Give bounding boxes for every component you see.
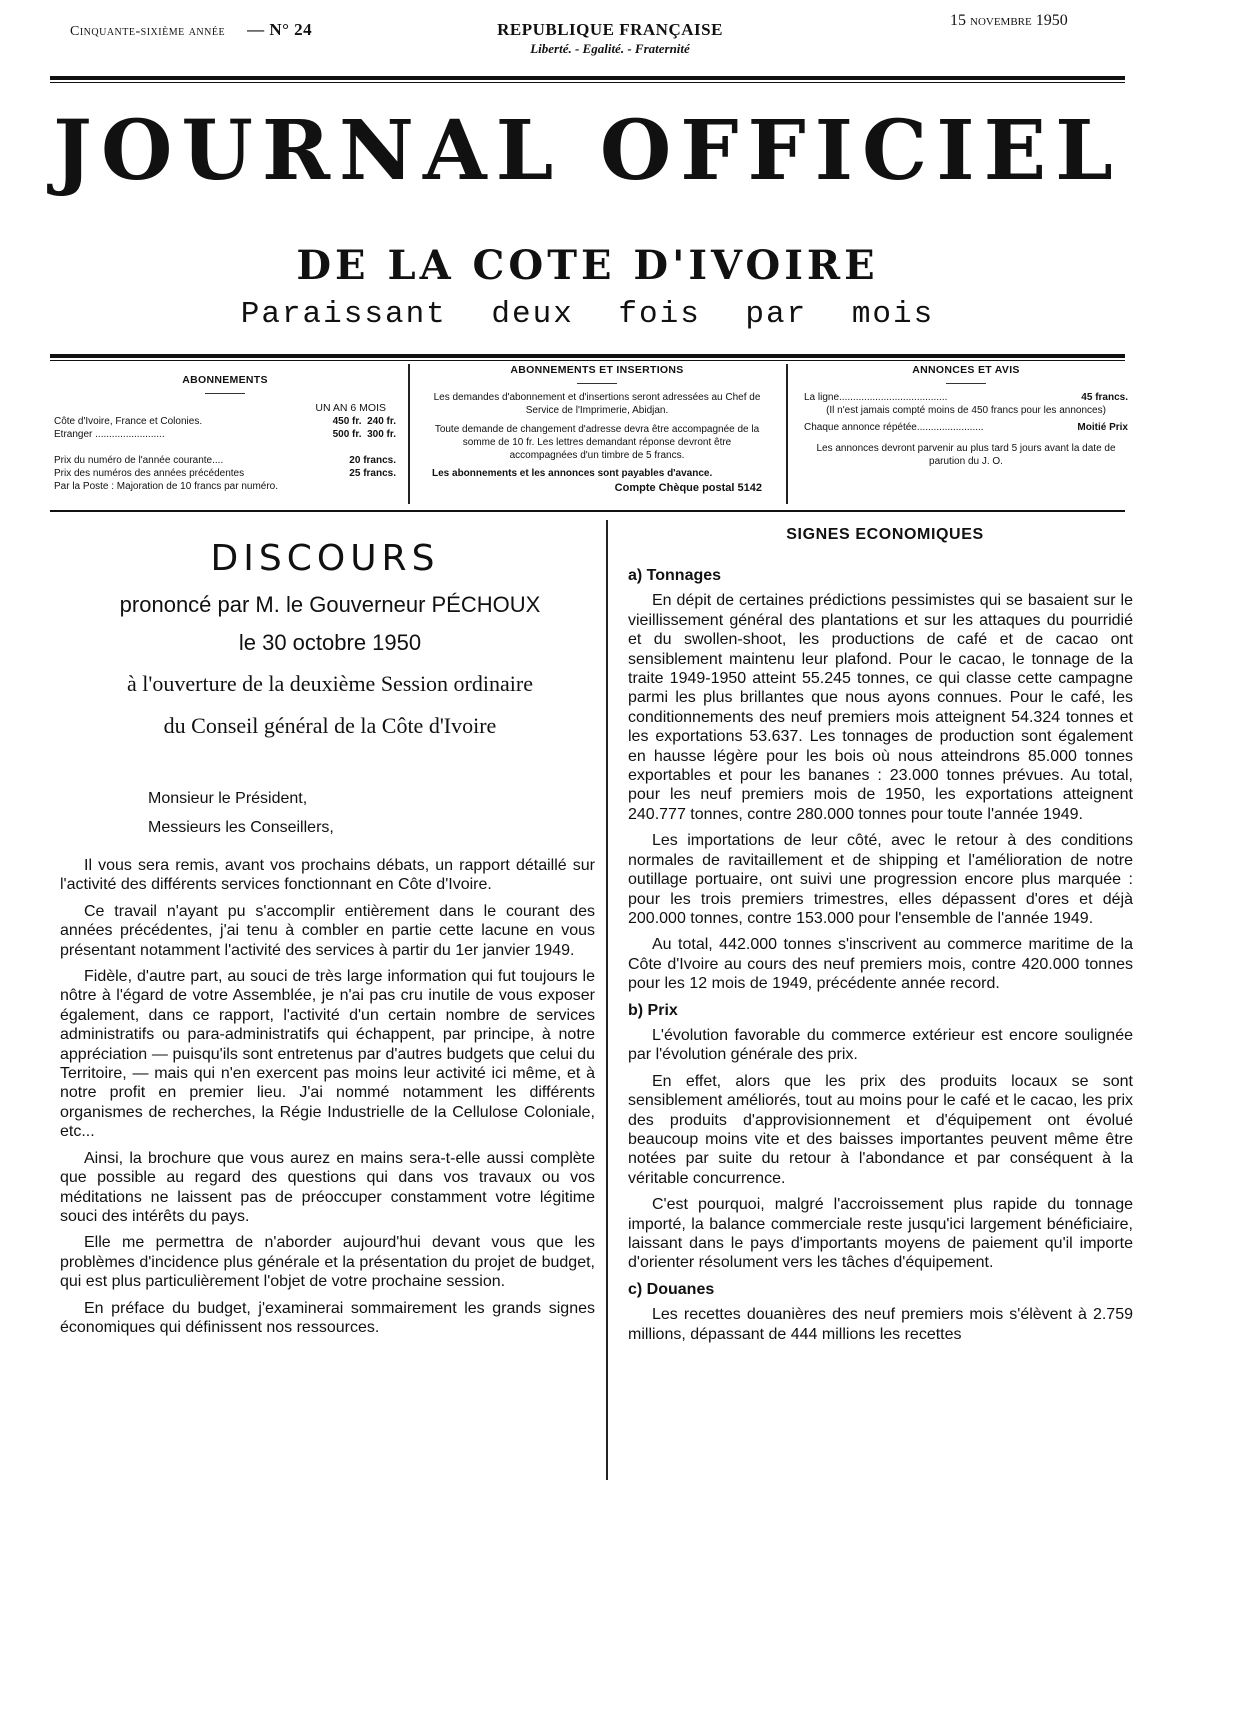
price-label: Par la Poste : Majoration de 10 francs par numéro. [54,481,279,493]
abonnement-row [54,416,396,429]
row-label: Etranger ......................... [54,428,165,440]
annonces-box [804,364,1128,468]
body-paragraph: Au total, 442.000 tonnes s'inscrivent au commerce maritime de la Côte d'Ivoire au cours des neuf premiers mois, contre 420.000 tonnes pour les 12 mois de 1949, précédente année record. [628,936,1133,993]
body-paragraph: Les recettes douanières des neuf premiers mois s'élèvent à 2.759 millions, dépassant de 444 millions les recettes [628,1306,1133,1343]
issue-date: 15 novembre 1950 [950,12,1068,29]
body-paragraph: En dépit de certaines prédictions pessimistes qui se basaient sur le vieillissement général des plantations et sur les attaques du pourridié et du swollen-shoot, les productions de café et de cacao ont sensiblement maintenu leur plafond. Pour le cacao, le tonnage de la traite 1949-1950 atteint 55.245 tonnes, ce qui classe cette campagne parmi les plus brillantes que nous ayons connues. Pour le café, les conditionnements des neuf premiers mois atteignent 54.324 tonnes et les exportations 53.637. Les tonnages de production sont également en hausse légère pour les bois où nous atteindrons 85.000 tonnes exportables et pour les bananes : 23.000 tonnes prévues. Au total, pour les neuf premiers mois de 1950, les exportations atteignent 240.777 tonnes, contre 280.000 tonnes pour toute l'année 1949. [628,592,1133,823]
salutation-conseillers: Messieurs les Conseillers, [148,819,334,836]
discours-line3: à l'ouverture de la deuxième Session ordinaire [127,671,533,696]
body-paragraph: Les importations de leur côté, avec le retour à des conditions normales de ravitaillement et de shipping et l'amélioration de notre outillage portuaire, ont suivi une progression encore plus marquée : pour les trois premiers trimestres, elles dépassent d'ores et déjà 200.000 tonnes, contre 153.000 pour l'ensemble de l'année 1949. [628,832,1133,927]
annonces-heading: ANNONCES ET AVIS [912,364,1020,376]
price-value: 25 francs. [349,468,396,480]
section-heading-prix: b) Prix [628,1001,678,1019]
insertions-para2: Toute demande de changement d'adresse devra être accompagnée de la somme de 10 fr. Les lettres demandant réponse devront être accompagnées d'un timbre de 5 francs. [434,424,760,461]
year-line [70,20,312,40]
box-bottom-rule [50,510,1125,512]
republic-label: REPUBLIQUE FRANÇAISE [497,20,723,39]
price-label: Prix du numéro de l'année courante.... [54,455,224,467]
discours-line4: du Conseil général de la Côte d'Ivoire [163,713,497,738]
price-row [54,455,396,468]
body-paragraph: Elle me permettra de n'aborder aujourd'hui devant vous que les problèmes d'incidence plus générale et la présentation du projet de budget, qui est plus particulièrement l'objet de votre prochaine session. [60,1234,595,1291]
repeat-label: Chaque annonce répétée........................ [804,422,984,434]
body-paragraph: Ainsi, la brochure que vous aurez en mains sera-t-elle aussi complète que possible au regard des questions qui dans vos travaux ou vos méditations ne laissent pas de préoccuper constamment votre légitime souci des intérêts du pays. [60,1149,595,1225]
abonnements-heading: ABONNEMENTS [182,374,268,386]
republic-header [440,20,780,57]
heading-dash [205,393,245,394]
row-half: 300 fr. [367,428,396,440]
price-value: 20 francs. [349,455,396,467]
journal-tagline: Paraissant deux fois par mois [240,297,935,332]
box-top-rule-thin [50,360,1125,361]
section-heading-tonnages: a) Tonnages [628,567,722,584]
discours-body [60,856,595,1344]
abonnements-col-headers: UN AN 6 MOIS [315,402,386,415]
journal-subtitle: DE LA COTE D'IVOIRE [296,242,879,289]
box-top-rule [50,354,1125,358]
insertions-para1: Les demandes d'abonnement et d'insertions seront adressées au Chef de Service de l'Imprimerie, Abidjan. [433,392,761,417]
year-text: Cinquante-sixième année [70,24,226,39]
row-year: 450 fr. [332,415,362,427]
price-row [54,468,396,481]
line-price: 45 francs. [1081,392,1128,404]
journal-title: JOURNAL OFFICIEL [53,103,1122,199]
motto: Liberté. - Egalité. - Fraternité [530,41,690,56]
insertions-box [432,364,762,495]
postal-account: Compte Chèque postal 5142 [614,482,762,495]
body-paragraph: En effet, alors que les prix des produits locaux se sont sensiblement améliorés, tout au moins pour le café et le cacao, les prix des produits d'approvisionnement et d'équipement ont évolué beaucoup moins vite et des baisses importantes peuvent même être notées par suite du retour à l'abondance et par conséquent à la véritable concurrence. [628,1072,1133,1187]
body-paragraph: Fidèle, d'autre part, au souci de très large information qui fut toujours le nôtre à l'égard de votre Assemblée, je n'ai pas cru inutile de vous exposer également, dans ce rapport, l'activité d'un certain nombre de services administratifs ou para-administratifs qui échappent, par principe, à notre appréciation — puisqu'ils sont entretenus par d'autres budgets que celui du Territoire, — mais qui n'en exercent pas moins leur activité ici même, et à notre profit en premier lieu. J'ai nommé notamment les différents organismes de recherches, la Régie Industrielle de la Cellulose Coloniale, etc... [60,968,595,1141]
repeat-price: Moitié Prix [1077,422,1128,434]
header-rule-thin [50,82,1125,83]
column-divider [606,520,608,1480]
line-label: La ligne....................................... [804,392,948,404]
discours-title: DISCOURS [210,538,440,579]
body-paragraph: Il vous sera remis, avant vos prochains débats, un rapport détaillé sur l'activité des différents services fonctionnant en Côte d'Ivoire. [60,857,595,894]
repeat-price-row [804,422,1128,435]
price-label: Prix des numéros des années précédentes [54,468,245,480]
insertions-para3: Les abonnements et les annonces sont payables d'avance. [432,468,713,480]
abonnement-row [54,429,396,442]
signes-body [628,560,1133,1351]
body-paragraph: L'évolution favorable du commerce extérieur est encore soulignée par l'évolution générale des prix. [628,1026,1133,1064]
annonces-deadline: Les annonces devront parvenir au plus tard 5 jours avant la date de parution du J. O. [816,442,1116,467]
insertions-heading: ABONNEMENTS ET INSERTIONS [510,364,684,376]
issue-number: — N° 24 [247,20,313,39]
abonnements-box [54,374,396,494]
box-divider [786,364,788,504]
row-label: Côte d'Ivoire, France et Colonies. [54,415,203,427]
body-paragraph: C'est pourquoi, malgré l'accroissement plus rapide du tonnage importé, la balance commerciale reste jusqu'ici largement bénéficiaire, laissant dans le pays d'importants moyens de paiement qu'il importe d'orienter résolument vers les tâches d'équipement. [628,1196,1133,1272]
annonces-note: (Il n'est jamais compté moins de 450 francs pour les annonces) [826,405,1106,417]
price-row [54,481,396,494]
salutation-president: Monsieur le Président, [148,790,308,807]
body-paragraph: En préface du budget, j'examinerai sommairement les grands signes économiques qui définissent nos ressources. [60,1299,595,1336]
row-year: 500 fr. [332,428,362,440]
box-divider [408,364,410,504]
body-paragraph: Ce travail n'ayant pu s'accomplir entièrement dans le courant des années précédentes, j'ai tenu à combler en partie cette lacune en vous présentant notamment l'activité des services à partir du 1er janvier 1949. [60,902,595,959]
section-heading-douanes: c) Douanes [628,1280,715,1298]
discours-line1: prononcé par M. le Gouverneur PÉCHOUX [119,592,541,617]
row-half: 240 fr. [367,415,396,427]
header-rule [50,76,1125,80]
discours-line2: le 30 octobre 1950 [238,630,422,655]
signes-heading: SIGNES ECONOMIQUES [786,526,984,543]
heading-dash [577,383,617,384]
heading-dash [946,383,986,384]
line-price-row [804,392,1128,405]
